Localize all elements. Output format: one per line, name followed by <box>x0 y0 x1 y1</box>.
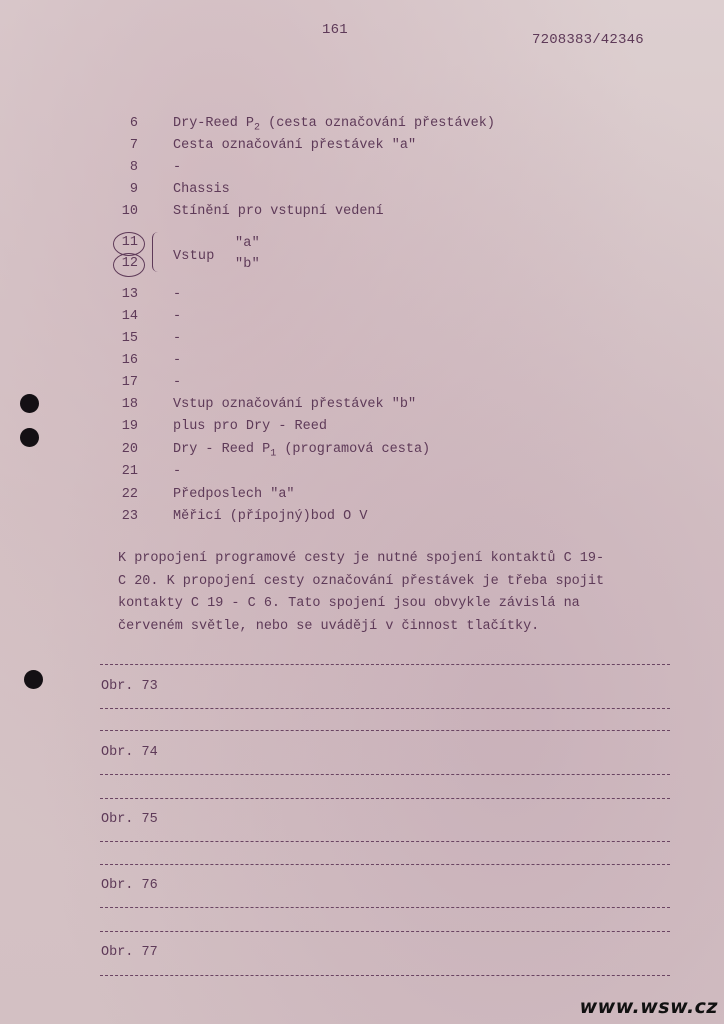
pin-description <box>173 442 430 460</box>
pin-number: 8 <box>129 160 138 175</box>
pin-description <box>173 487 295 502</box>
pin-number: 15 <box>121 331 138 346</box>
pin-description <box>173 509 367 524</box>
paragraph-line: C 20. K propojení cesty označování přestávek je třeba spojit <box>118 573 605 589</box>
pin-description <box>173 397 416 412</box>
dashed-rule <box>100 664 670 665</box>
pin-description-text: Vstup označování přestávek "b" <box>173 397 417 412</box>
pin-number: 17 <box>121 375 138 390</box>
pin-number: 22 <box>121 487 138 502</box>
pin-description-text: - <box>173 287 182 302</box>
input-a-label: "a" <box>235 236 260 251</box>
pin-description-text: - <box>173 353 182 368</box>
dashed-rule <box>100 730 670 731</box>
figure-label: Obr. 76 <box>101 878 158 893</box>
pin-description-text: Měřicí (přípojný)bod O V <box>173 509 368 524</box>
pin-description-text: Chassis <box>173 182 230 197</box>
pin-number: 21 <box>121 464 138 479</box>
pin-number: 20 <box>121 442 138 457</box>
pin-description <box>173 353 181 368</box>
dashed-rule <box>100 841 670 842</box>
pin-description <box>173 138 416 153</box>
dashed-rule <box>100 907 670 908</box>
dashed-rule <box>100 931 670 932</box>
pin-number: 12 <box>121 256 138 271</box>
pin-description-text: Dry - Reed P <box>173 442 271 457</box>
pin-description <box>173 419 327 434</box>
dashed-rule <box>100 708 670 709</box>
pin-number: 19 <box>121 419 138 434</box>
pin-description-text: Cesta označování přestávek "a" <box>173 138 417 153</box>
pin-description-text: (programová cesta) <box>276 442 431 457</box>
pin-number: 14 <box>121 309 138 324</box>
pin-number: 6 <box>129 116 138 131</box>
figure-label: Obr. 77 <box>101 945 158 960</box>
pin-number: 7 <box>129 138 138 153</box>
binder-hole <box>24 670 43 689</box>
binder-hole <box>20 428 39 447</box>
pin-description <box>173 160 181 175</box>
pin-description <box>173 309 181 324</box>
pin-description-text: plus pro Dry - Reed <box>173 419 327 434</box>
pin-number: 13 <box>121 287 138 302</box>
pin-description <box>173 375 181 390</box>
pin-description <box>173 182 230 197</box>
pin-number: 16 <box>121 353 138 368</box>
pin-number: 10 <box>121 204 138 219</box>
figure-label: Obr. 74 <box>101 745 158 760</box>
watermark: www.wsw.cz <box>579 996 718 1018</box>
dashed-rule <box>100 864 670 865</box>
pin-description <box>173 331 181 346</box>
pin-subscript: 1 <box>270 448 277 460</box>
binder-hole <box>20 394 39 413</box>
pin-description-text: - <box>173 160 182 175</box>
figure-label: Obr. 75 <box>101 812 158 827</box>
connection-paragraph <box>118 548 678 638</box>
dashed-rule <box>100 975 670 976</box>
brace-mark <box>152 232 159 272</box>
paragraph-line: kontakty C 19 - C 6. Tato spojení jsou obvykle závislá na <box>118 596 580 611</box>
pin-subscript: 2 <box>254 122 261 134</box>
figure-label: Obr. 73 <box>101 679 158 694</box>
input-b-label: "b" <box>235 257 260 272</box>
document-id: 7208383/42346 <box>532 32 644 48</box>
pin-description-text: - <box>173 464 182 479</box>
dashed-rule <box>100 798 670 799</box>
pin-description <box>173 116 495 134</box>
pin-number: 23 <box>121 509 138 524</box>
circle-mark <box>113 253 145 277</box>
paragraph-line: červeném světle, nebo se uvádějí v činnost tlačítky. <box>118 618 540 634</box>
pin-description-text: (cesta označování přestávek) <box>260 116 495 131</box>
page-number: 161 <box>322 22 348 38</box>
pin-description-text: - <box>173 331 182 346</box>
pin-description <box>173 464 181 479</box>
pin-number: 18 <box>121 397 138 412</box>
pin-number: 9 <box>129 182 138 197</box>
pin-number: 11 <box>121 235 138 250</box>
pin-description <box>173 287 181 302</box>
pin-description <box>173 204 384 219</box>
paragraph-line: K propojení programové cesty je nutné spojení kontaktů C 19- <box>118 551 605 566</box>
input-label: Vstup <box>173 249 215 264</box>
pin-description-text: Stínění pro vstupní vedení <box>173 204 384 219</box>
pin-description-text: - <box>173 375 182 390</box>
pin-description-text: Dry-Reed P <box>173 116 255 131</box>
pin-description-text: - <box>173 309 182 324</box>
dashed-rule <box>100 774 670 775</box>
pin-description-text: Předposlech "a" <box>173 487 295 502</box>
